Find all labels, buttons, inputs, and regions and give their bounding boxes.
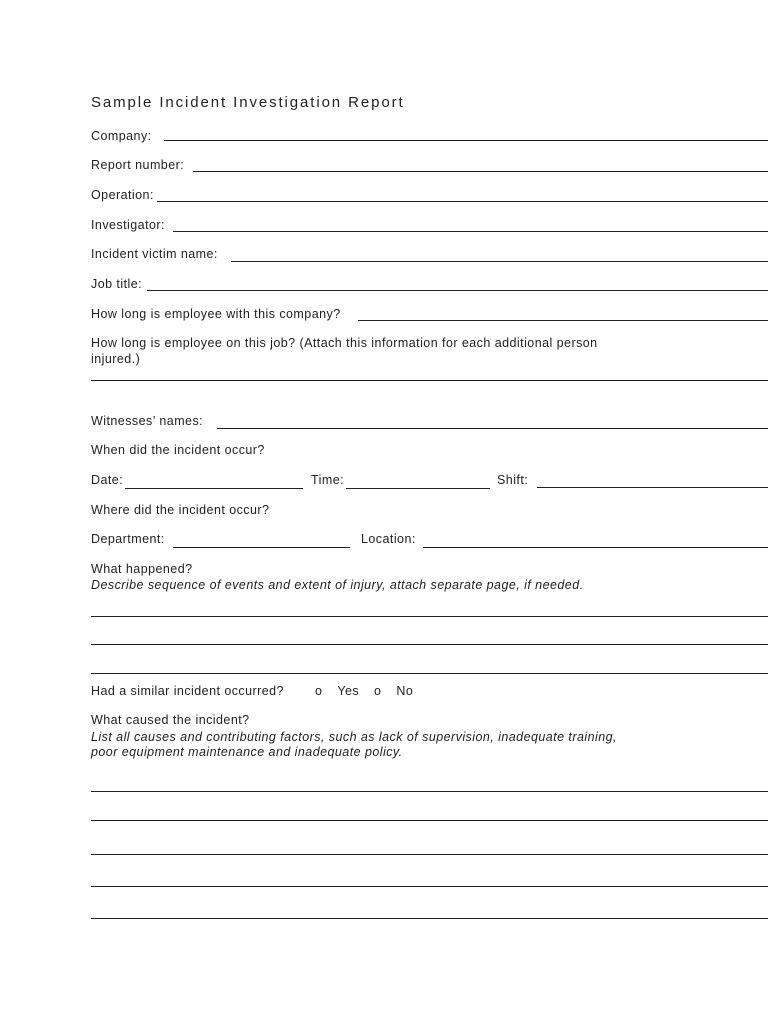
employee-job-label-line2: injured.) <box>91 352 141 366</box>
what-happened-instruction: Describe sequence of events and extent of injury, attach separate page, if needed. <box>91 578 584 592</box>
no-radio-icon[interactable]: o <box>374 684 382 698</box>
department-field[interactable] <box>173 547 350 548</box>
operation-label: Operation: <box>91 188 154 202</box>
cause-instruction-line1: List all causes and contributing factors, such as lack of supervision, inadequate training, <box>91 730 617 744</box>
date-label: Date: <box>91 473 124 487</box>
what-happened-line-1[interactable] <box>91 616 768 617</box>
no-option[interactable] <box>374 684 413 699</box>
job-title-field[interactable] <box>147 290 768 291</box>
location-field[interactable] <box>423 547 768 548</box>
report-number-field[interactable] <box>193 171 768 172</box>
yes-label: Yes <box>337 684 360 698</box>
where-label: Where did the incident occur? <box>91 503 270 517</box>
company-field[interactable] <box>164 140 768 141</box>
report-title: Sample Incident Investigation Report <box>91 94 405 111</box>
time-label: Time: <box>311 473 345 487</box>
what-happened-label: What happened? <box>91 562 193 576</box>
operation-field[interactable] <box>157 201 768 202</box>
time-field[interactable] <box>346 488 490 489</box>
employee-company-label: How long is employee with this company? <box>91 307 341 321</box>
shift-label: Shift: <box>497 473 529 487</box>
yes-option[interactable] <box>315 684 359 699</box>
victim-name-field[interactable] <box>231 261 768 262</box>
cause-line-3[interactable] <box>91 854 768 855</box>
what-happened-line-3[interactable] <box>91 673 768 674</box>
cause-instruction-line2: poor equipment maintenance and inadequate policy. <box>91 745 403 759</box>
investigator-field[interactable] <box>173 231 768 232</box>
cause-label: What caused the incident? <box>91 713 250 727</box>
victim-name-label: Incident victim name: <box>91 247 218 261</box>
cause-line-4[interactable] <box>91 886 768 887</box>
employee-company-field[interactable] <box>358 320 768 321</box>
employee-job-label-line1: How long is employee on this job? (Attach this information for each additional person <box>91 336 598 350</box>
shift-field[interactable] <box>537 487 768 488</box>
witnesses-label: Witnesses’ names: <box>91 414 204 428</box>
employee-job-field[interactable] <box>91 380 768 381</box>
cause-line-1[interactable] <box>91 791 768 792</box>
date-field[interactable] <box>125 488 303 489</box>
when-label: When did the incident occur? <box>91 443 265 457</box>
location-label: Location: <box>361 532 416 546</box>
report-number-label: Report number: <box>91 158 185 172</box>
witnesses-field[interactable] <box>217 428 768 429</box>
cause-line-2[interactable] <box>91 820 768 821</box>
company-label: Company: <box>91 129 152 143</box>
department-label: Department: <box>91 532 165 546</box>
similar-incident-question: Had a similar incident occurred? <box>91 684 284 698</box>
investigator-label: Investigator: <box>91 218 165 232</box>
job-title-label: Job title: <box>91 277 143 291</box>
yes-radio-icon[interactable]: o <box>315 684 323 698</box>
cause-line-5[interactable] <box>91 918 768 919</box>
what-happened-line-2[interactable] <box>91 644 768 645</box>
no-label: No <box>396 684 414 698</box>
